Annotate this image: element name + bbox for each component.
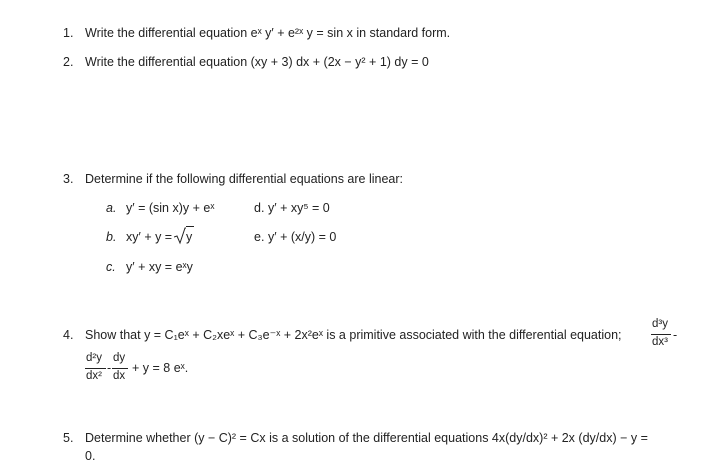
problem-4-text: Show that y = C₁eˣ + C₂xeˣ + C₃e⁻ˣ + 2x²eˣ is a primitive associated with the differential equation;: [85, 328, 622, 342]
fraction-2-numerator: d²y: [86, 352, 102, 364]
problem-2-text: Write the differential equation (xy + 3) dx + (2x − y² + 1) dy = 0: [85, 55, 429, 69]
problem-2-number: 2.: [63, 55, 74, 69]
problem-3-number: 3.: [63, 172, 74, 186]
problem-5-text: Determine whether (y − C)² = Cx is a solution of the differential equations 4x(dy/dx)² + 2x (dy/dx) − y =: [85, 431, 648, 445]
problem-4-tail: + y = 8 eˣ.: [132, 361, 189, 375]
minus-sign-2: -: [107, 361, 112, 375]
item-3c-equation: y′ + xy = eˣy: [126, 260, 193, 274]
item-3a-equation: y′ = (sin x)y + eˣ: [126, 201, 215, 215]
problem-5-number: 5.: [63, 431, 74, 445]
fraction-1-denominator: dx³: [652, 336, 668, 348]
square-root-icon: [174, 227, 186, 245]
problem-4-number: 4.: [63, 328, 74, 342]
item-3b-equation: xy′ + y =: [126, 230, 173, 244]
item-3b-label: b.: [106, 230, 117, 244]
minus-sign-1: -: [673, 328, 678, 342]
fraction-3-bar: [112, 368, 128, 369]
item-3d-label: d.: [254, 201, 265, 215]
problem-3-text: Determine if the following differential equations are linear:: [85, 172, 404, 186]
item-3e-equation: y′ + (x/y) = 0: [268, 230, 337, 244]
problem-5-continuation: 0.: [85, 449, 96, 463]
fraction-3-numerator: dy: [113, 352, 126, 364]
item-3b-radicand: y: [186, 226, 194, 244]
fraction-2-bar: [85, 368, 106, 369]
item-3d-equation: y′ + xy⁵ = 0: [268, 201, 330, 215]
item-3e-label: e.: [254, 230, 265, 244]
item-3a-label: a.: [106, 201, 117, 215]
fraction-3-denominator: dx: [113, 370, 126, 382]
item-3c-label: c.: [106, 260, 116, 274]
fraction-1-bar: [651, 334, 671, 335]
fraction-2-denominator: dx²: [86, 370, 102, 382]
problem-1-number: 1.: [63, 26, 74, 40]
problem-1-text: Write the differential equation eˣ y′ + e²ˣ y = sin x in standard form.: [85, 26, 451, 40]
fraction-1-numerator: d³y: [652, 318, 668, 330]
